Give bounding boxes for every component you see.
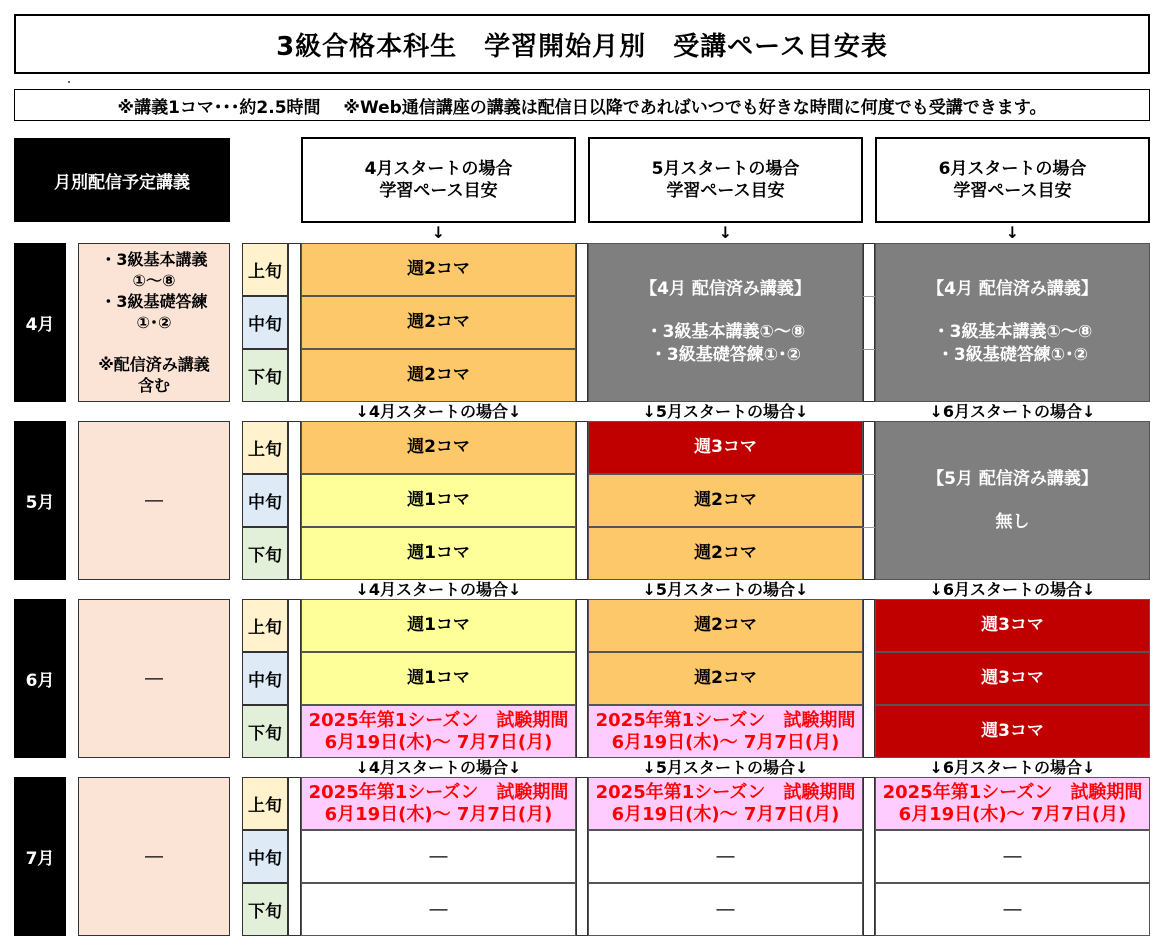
delivered-title: 【5月 配信済み講義】	[927, 468, 1098, 489]
lecture-line: ①･②	[136, 313, 172, 332]
may-start-arrow: ↓5月スタートの場合↓	[642, 758, 809, 777]
lecture-line: ・3級基礎答練	[100, 292, 208, 311]
pace-cell: 週2コマ	[588, 474, 863, 527]
jun-ge: 下旬	[242, 349, 288, 402]
down-arrow: ↓	[718, 223, 733, 242]
exam-dates: 6月19日(木)～ 7月7日(月)	[324, 731, 553, 753]
exam-season: 2025年第1シーズン 試験期間	[595, 781, 856, 803]
tick-line	[863, 349, 875, 350]
spacer-column	[288, 599, 301, 758]
spacer-column	[863, 421, 875, 580]
exam-season: 2025年第1シーズン 試験期間	[308, 781, 569, 803]
lecture-may	[78, 421, 230, 580]
empty-cell: ―	[875, 830, 1150, 883]
spacer-column	[288, 421, 301, 580]
may-start-arrow: ↓5月スタートの場合↓	[642, 402, 809, 421]
delivered-april-box	[875, 243, 1150, 402]
empty-cell: ―	[588, 883, 863, 936]
jun-jou: 上旬	[242, 421, 288, 474]
pace-cell: 週2コマ	[588, 599, 863, 652]
lecture-dash: ―	[145, 846, 163, 867]
delivered-title: 【4月 配信済み講義】	[927, 279, 1098, 299]
jun-ge: 下旬	[242, 883, 288, 936]
pace-cell: 週3コマ	[875, 705, 1150, 758]
pace-cell: 週1コマ	[301, 527, 576, 580]
exam-dates: 6月19日(木)～ 7月7日(月)	[611, 803, 840, 825]
month-label-may: 5月	[14, 421, 66, 580]
month-label-june: 6月	[14, 599, 66, 758]
april-start-arrow: ↓4月スタートの場合↓	[355, 402, 522, 421]
delivered-item: ・3級基本講義①～⑧	[645, 322, 806, 342]
spacer-column	[863, 243, 875, 402]
lecture-july	[78, 777, 230, 936]
down-arrow: ↓	[431, 223, 446, 242]
exam-season: 2025年第1シーズン 試験期間	[595, 709, 856, 731]
lecture-dash: ―	[145, 668, 163, 689]
exam-dates: 6月19日(木)～ 7月7日(月)	[898, 803, 1127, 825]
exam-dates: 6月19日(木)～ 7月7日(月)	[611, 731, 840, 753]
delivered-april-box	[588, 243, 863, 402]
start-may-header: 5月スタートの場合 学習ペース目安	[588, 137, 863, 223]
exam-period-cell	[301, 777, 576, 830]
page-title: 3級合格本科生 学習開始月別 受講ペース目安表	[14, 14, 1150, 74]
exam-dates: 6月19日(木)～ 7月7日(月)	[324, 803, 553, 825]
jun-chuu: 中旬	[242, 830, 288, 883]
pace-cell: 週3コマ	[875, 652, 1150, 705]
jun-jou: 上旬	[242, 777, 288, 830]
jun-chuu: 中旬	[242, 474, 288, 527]
pace-cell: 週2コマ	[301, 243, 576, 296]
jun-chuu: 中旬	[242, 296, 288, 349]
exam-period-cell	[588, 777, 863, 830]
empty-cell: ―	[301, 883, 576, 936]
june-start-arrow: ↓6月スタートの場合↓	[929, 580, 1096, 599]
lecture-april	[78, 243, 230, 402]
spacer-column	[863, 599, 875, 758]
delivered-body: 無し	[995, 511, 1030, 532]
tick-line	[863, 527, 875, 528]
spacer-column	[576, 777, 588, 936]
lecture-note: ※講義1コマ･･･約2.5時間 ※Web通信講座の講義は配信日以降であればいつでも好きな時間に何度でも受講できます。	[14, 89, 1150, 121]
lecture-line: ①～⑧	[132, 271, 176, 290]
delivered-item: ・3級基礎答練①･②	[649, 345, 802, 365]
jun-ge: 下旬	[242, 705, 288, 758]
exam-season: 2025年第1シーズン 試験期間	[308, 709, 569, 731]
lecture-spacer	[98, 333, 210, 354]
delivered-may-box	[875, 421, 1150, 580]
lecture-line: ※配信済み講義	[98, 355, 210, 374]
jun-jou: 上旬	[242, 243, 288, 296]
exam-season: 2025年第1シーズン 試験期間	[882, 781, 1143, 803]
exam-period-cell	[588, 705, 863, 758]
jun-chuu: 中旬	[242, 652, 288, 705]
june-start-arrow: ↓6月スタートの場合↓	[929, 402, 1096, 421]
stray-dot	[68, 81, 70, 83]
pace-cell: 週3コマ	[875, 599, 1150, 652]
delivered-item: ・3級基礎答練①･②	[936, 345, 1089, 365]
june-start-arrow: ↓6月スタートの場合↓	[929, 758, 1096, 777]
lecture-june	[78, 599, 230, 758]
tick-line	[863, 296, 875, 297]
exam-period-cell	[875, 777, 1150, 830]
spacer-column	[576, 599, 588, 758]
delivered-title: 【4月 配信済み講義】	[640, 279, 811, 299]
start-june-header: 6月スタートの場合 学習ペース目安	[875, 137, 1150, 223]
down-arrow: ↓	[1005, 223, 1020, 242]
spacer-column	[576, 421, 588, 580]
jun-jou: 上旬	[242, 599, 288, 652]
jun-ge: 下旬	[242, 527, 288, 580]
pace-cell: 週1コマ	[301, 599, 576, 652]
april-start-arrow: ↓4月スタートの場合↓	[355, 758, 522, 777]
may-start-arrow: ↓5月スタートの場合↓	[642, 580, 809, 599]
spacer-column	[576, 243, 588, 402]
month-label-july: 7月	[14, 777, 66, 936]
empty-cell: ―	[875, 883, 1150, 936]
pace-cell: 週3コマ	[588, 421, 863, 474]
empty-cell: ―	[301, 830, 576, 883]
pace-cell: 週2コマ	[301, 421, 576, 474]
spacer-column	[288, 777, 301, 936]
pace-cell: 週2コマ	[588, 527, 863, 580]
delivered-item: ・3級基本講義①～⑧	[932, 322, 1093, 342]
april-start-arrow: ↓4月スタートの場合↓	[355, 580, 522, 599]
lecture-line: 含む	[137, 376, 170, 395]
month-label-april: 4月	[14, 243, 66, 402]
spacer-column	[288, 243, 301, 402]
pace-cell: 週1コマ	[301, 652, 576, 705]
lecture-line: ・3級基本講義	[100, 250, 208, 269]
pace-cell: 週1コマ	[301, 474, 576, 527]
empty-cell: ―	[588, 830, 863, 883]
pace-cell: 週2コマ	[588, 652, 863, 705]
pace-cell: 週2コマ	[301, 296, 576, 349]
pace-cell: 週2コマ	[301, 349, 576, 402]
spacer-column	[863, 777, 875, 936]
lecture-column-header: 月別配信予定講義	[14, 138, 230, 222]
exam-period-cell	[301, 705, 576, 758]
lecture-dash: ―	[145, 490, 163, 511]
tick-line	[863, 474, 875, 475]
start-april-header: 4月スタートの場合 学習ペース目安	[301, 137, 576, 223]
